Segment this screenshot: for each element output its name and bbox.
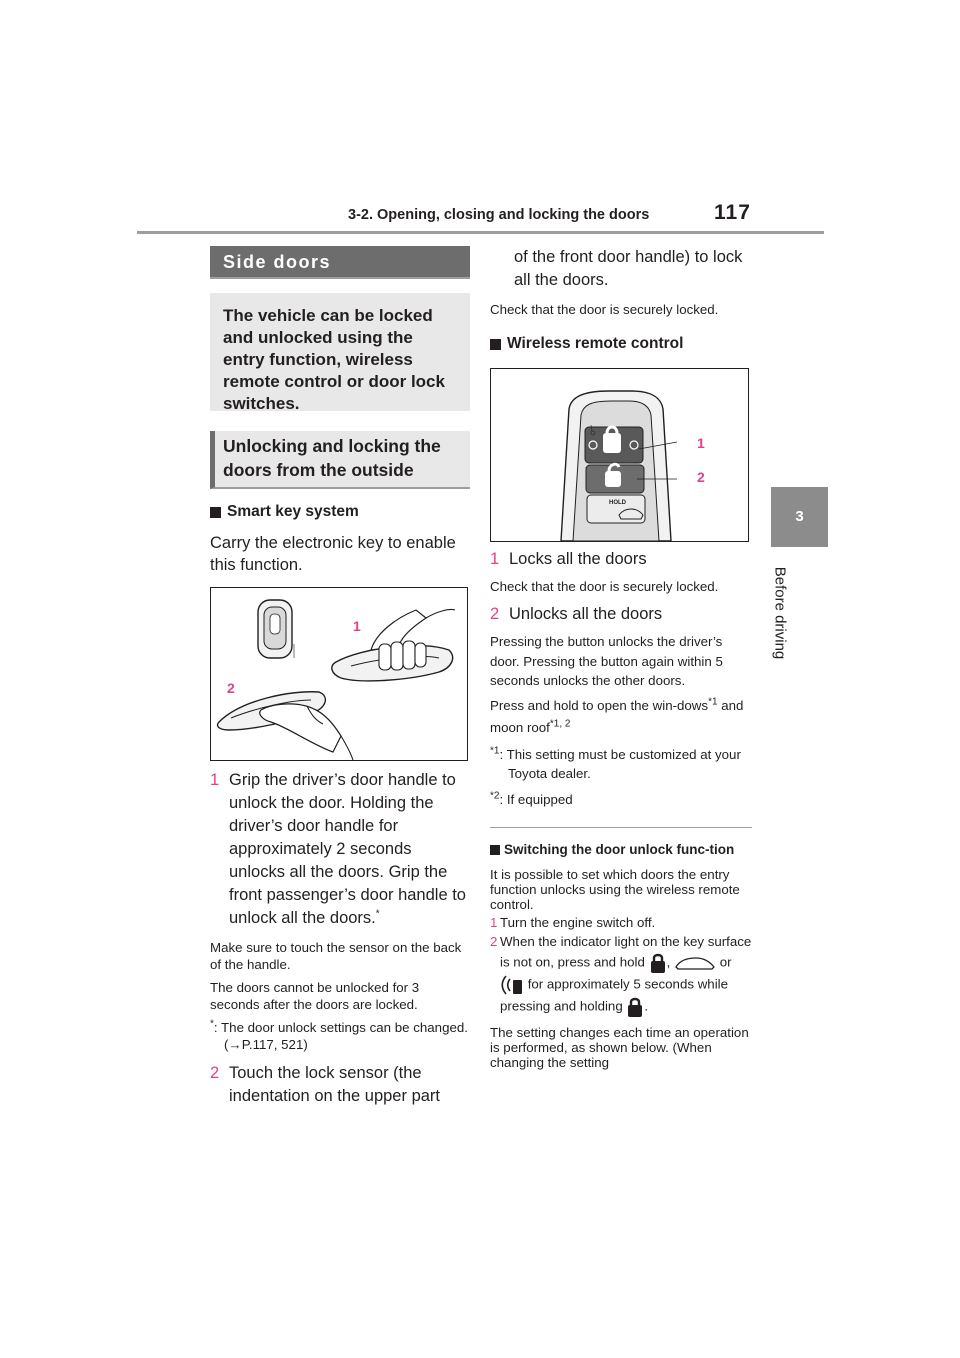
square-bullet-icon [490, 845, 500, 855]
check-locked-2: Check that the door is securely locked. [490, 579, 719, 594]
step-2-number: 2 [210, 1064, 220, 1082]
step-2 [210, 1062, 470, 1108]
remote-note-windows [490, 695, 752, 739]
note-sensor: Make sure to touch the sensor on the back of the handle. [210, 940, 462, 972]
left-column [210, 246, 470, 1108]
fn2-mark: *2 [490, 790, 500, 802]
switch-step-1 [490, 915, 752, 930]
hold-label: HOLD [609, 500, 626, 506]
switch-step-1-text: Turn the engine switch off. [500, 914, 656, 930]
switch-step-2-e: . [644, 998, 649, 1014]
switch-heading [490, 842, 752, 857]
remote-heading-text: Wireless remote control [507, 335, 684, 352]
footnote-text: : The door unlock settings can be changed. (→P.117, 521) [213, 1020, 468, 1052]
right-column [490, 246, 752, 1070]
remote-heading [490, 335, 752, 353]
step-2-text: Touch the lock sensor (the indentation on the upper part [229, 1064, 440, 1105]
lock-icon [626, 996, 644, 1018]
page-header [0, 0, 960, 240]
chapter-tab: 3 [771, 487, 828, 547]
remote-note-windows-b: and moon roof [490, 697, 744, 735]
step-1-sup: * [375, 908, 380, 920]
step-2-continued [490, 246, 752, 292]
switch-heading-text: Switching the door unlock func-tion [504, 841, 735, 857]
step-1-text [229, 769, 470, 930]
note-delay: The doors cannot be unlocked for 3 seconds after the doors are locked. [210, 980, 420, 1012]
page-number: 117 [714, 201, 751, 224]
intro-box: The vehicle can be locked and unlocked using the entry function, wireless remote control or door lock switches. [210, 293, 470, 411]
switch-step-2-b: , [666, 954, 671, 970]
remote-step-1-number: 1 [490, 550, 500, 568]
outside-subheading: Unlocking and locking the doors from the outside [210, 431, 470, 489]
switch-step-2-text [500, 932, 752, 1018]
smart-key-heading-text: Smart key system [227, 503, 359, 520]
smart-key-heading [210, 503, 470, 521]
remote-key-figure [490, 368, 749, 542]
square-bullet-icon [210, 507, 221, 518]
side-doors-banner: Side doors [210, 246, 470, 279]
remote-step-2-text: Unlocks all the doors [509, 605, 663, 623]
sup-2: *1, 2 [549, 718, 571, 730]
footnote-mark: * [210, 1018, 214, 1030]
switch-step-2-a: When the indicator light on the key surface is not on, press and hold [500, 933, 752, 970]
figure-label-2: 2 [227, 680, 235, 696]
square-bullet-icon [490, 339, 501, 350]
switch-step-2 [490, 932, 752, 1018]
switch-body: It is possible to set which doors the entry function unlocks using the wireless remote control. [490, 866, 740, 912]
chapter-label-text: Before driving [771, 566, 789, 660]
figure-label-1: 1 [353, 618, 361, 634]
fn1-mark: *1 [490, 745, 500, 757]
door-handle-illustration [211, 588, 467, 760]
remote-label-1: 1 [697, 435, 705, 451]
switch-last: The setting changes each time an operation is performed, as shown below. (When changing the setting [490, 1024, 749, 1070]
switch-step-2-number: 2 [490, 933, 498, 949]
step-1-number: 1 [210, 771, 220, 789]
car-icon [674, 955, 716, 971]
switch-step-2-c: or [719, 954, 732, 970]
step-2-continued-text: of the front door handle) to lock all the doors. [514, 248, 743, 289]
footnote-unlock [210, 1019, 470, 1053]
footnote-2 [490, 791, 752, 808]
door-handle-figure [210, 587, 468, 761]
chapter-label [760, 558, 800, 668]
fn1-text: : This setting must be customized at your Toyota dealer. [499, 746, 741, 781]
section-title: 3-2. Opening, closing and locking the doors [348, 207, 650, 223]
switch-step-2-d: for approximately 5 seconds while pressing and holding [500, 976, 728, 1014]
footnote-1 [490, 745, 752, 783]
remote-note-unlock: Pressing the button unlocks the driver’s door. Pressing the button again within 5 seconds unlocks the other doors. [490, 634, 723, 688]
header-rule [137, 231, 824, 234]
switch-step-1-number: 1 [490, 914, 498, 930]
section-divider [490, 827, 752, 828]
smart-key-body: Carry the electronic key to enable this function. [210, 534, 456, 574]
remote-step-1 [490, 548, 752, 571]
remote-step-2 [490, 603, 752, 626]
check-locked-1: Check that the door is securely locked. [490, 302, 719, 317]
fn2-text: : If equipped [499, 791, 573, 807]
remote-label-2: 2 [697, 469, 705, 485]
step-1 [210, 769, 470, 930]
sup-1: *1 [708, 696, 718, 708]
sound-wave-icon [500, 974, 524, 996]
remote-step-1-text: Locks all the doors [509, 550, 647, 568]
remote-step-2-number: 2 [490, 605, 500, 623]
step-1-body: Grip the driver’s door handle to unlock the door. Holding the driver’s door handle for approximately 2 seconds unlocks all the doors. Grip the front passenger’s door handle to unlock all the doors. [229, 771, 466, 927]
lock-icon [649, 952, 667, 974]
remote-note-windows-a: Press and hold to open the win-dows [490, 697, 709, 713]
remote-key-illustration [491, 369, 748, 541]
